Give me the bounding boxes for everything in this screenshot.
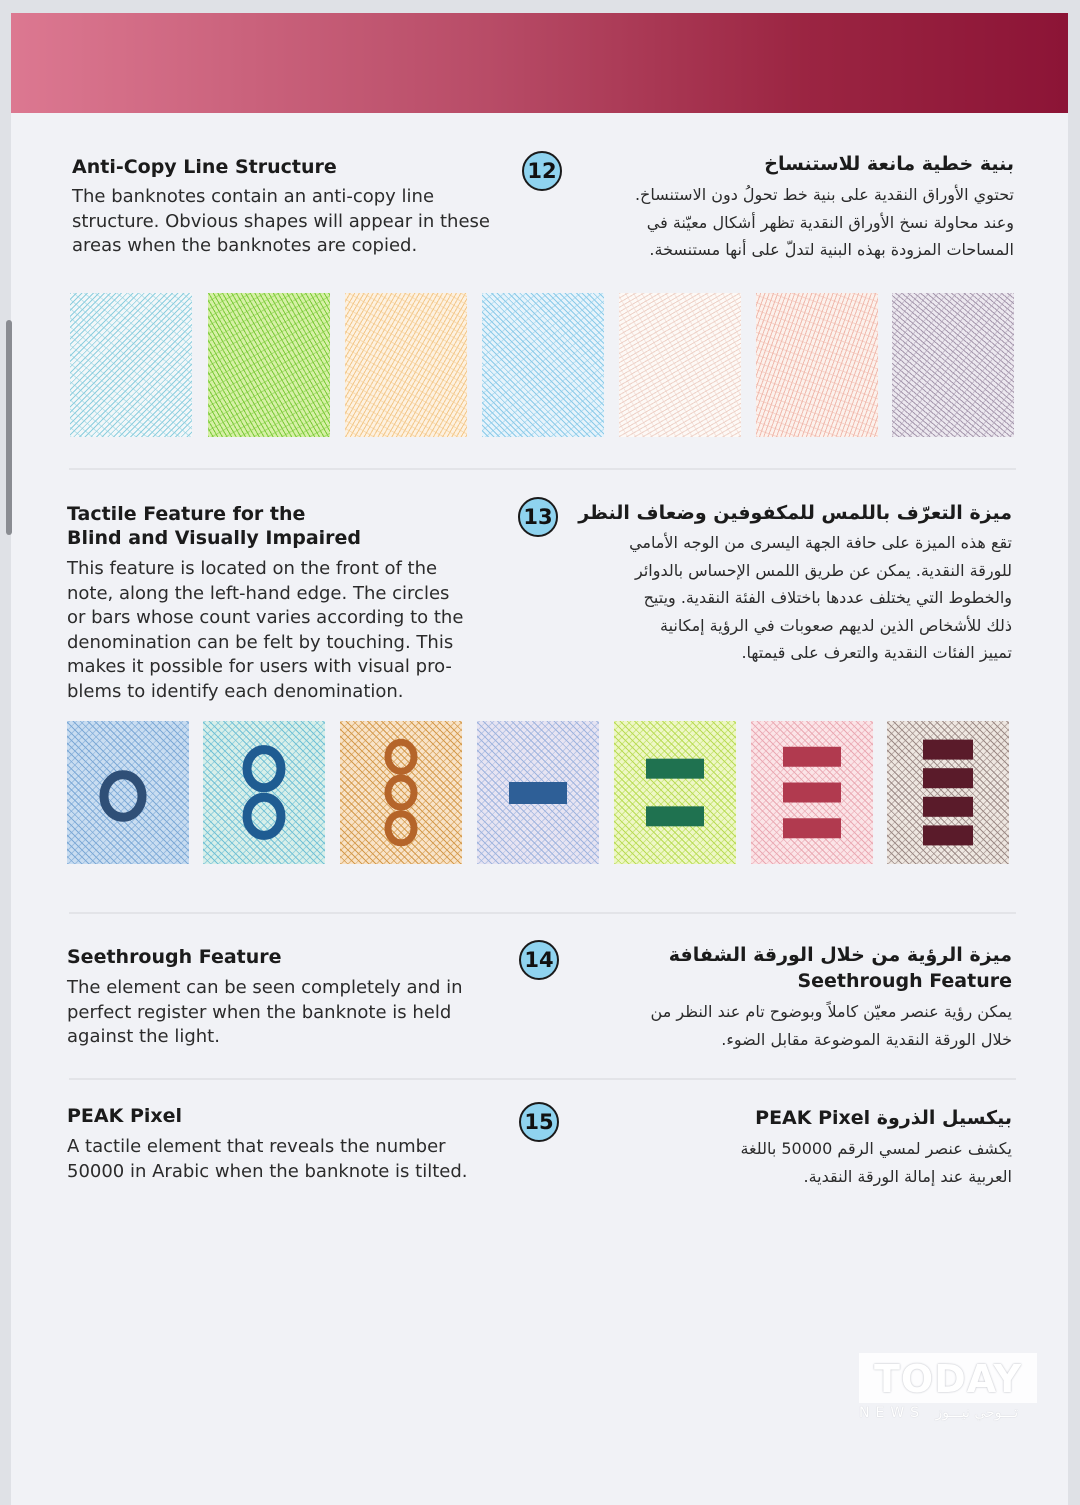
tactile-circle bbox=[104, 775, 142, 818]
tactile-ar-title: ميزة التعرّف باللمس للمكفوفين وضعاف النظر bbox=[578, 502, 1012, 524]
tactile-bar bbox=[923, 740, 973, 760]
anticopy-en-body: The banknotes contain an anti-copy line structure. Obvious shapes will appear in these areas when the banknotes are copied. bbox=[72, 186, 490, 256]
anticopy-swatch bbox=[482, 293, 604, 437]
peak-en-title: PEAK Pixel bbox=[67, 1105, 183, 1127]
tactile-en-body: This feature is located on the front of the note, along the left-hand edge. The circles or bars whose count varies according to the denomination can be felt by touching. This makes it possible for users with visual pro- blems to identify each denomination. bbox=[67, 558, 464, 702]
seethrough-en-title: Seethrough Feature bbox=[67, 946, 282, 968]
peak-ar-body: يكشف عنصر لمسي الرقم 50000 باللغة العربية عند إمالة الورقة النقدية. bbox=[740, 1139, 1012, 1186]
peak-en-body: A tactile element that reveals the number 50000 in Arabic when the banknote is tilted. bbox=[67, 1136, 468, 1182]
tactile-circle bbox=[388, 778, 414, 807]
seethrough-ar-subtitle: Seethrough Feature bbox=[797, 970, 1012, 992]
section-number-badge: 12 bbox=[522, 151, 562, 191]
tactile-tile-3-bars bbox=[751, 721, 873, 864]
seethrough-ar-title: ميزة الرؤية من خلال الورقة الشفافة bbox=[668, 944, 1012, 966]
section-number-badge: 14 bbox=[519, 940, 559, 980]
tactile-marks bbox=[67, 721, 189, 864]
tactile-bar bbox=[509, 782, 567, 804]
tactile-bar bbox=[646, 806, 704, 826]
tactile-tile-3-circles bbox=[340, 721, 462, 864]
tactile-bar bbox=[783, 783, 841, 803]
section-divider bbox=[69, 912, 1016, 914]
anticopy-swatch bbox=[208, 293, 330, 437]
tactile-tile-2-bars bbox=[614, 721, 736, 864]
tactile-marks bbox=[340, 721, 462, 864]
section-number-badge: 13 bbox=[518, 497, 558, 537]
tactile-circle bbox=[247, 750, 281, 788]
anticopy-en-title: Anti-Copy Line Structure bbox=[72, 156, 337, 178]
tactile-ar-body: تقع هذه الميزة على حافة الجهة اليسرى من الوجه الأمامي للورقة النقدية. يمكن عن طريق اللمس الإحساس بالدوائر والخطوط التي يختلف عددها باختلاف الفئة النقدية. ويتيح ذلك للأشخاص الذين لديهم صعوبات في الرؤية إمكانية تمييز الفئات النقدية والتعرف على قيمتها. bbox=[629, 533, 1012, 662]
anticopy-swatch bbox=[619, 293, 741, 437]
section-number-badge: 15 bbox=[519, 1102, 559, 1142]
tactile-tile-2-circles bbox=[203, 721, 325, 864]
tactile-bar bbox=[646, 759, 704, 779]
tactile-en-title: Tactile Feature for the Blind and Visually Impaired bbox=[67, 503, 362, 549]
tactile-marks bbox=[614, 721, 736, 864]
brochure-page bbox=[11, 13, 1068, 1505]
seethrough-en-body: The element can be seen completely and in perfect register when the banknote is held against the light. bbox=[67, 977, 463, 1047]
tactile-tile-1-circle bbox=[67, 721, 189, 864]
anticopy-ar-title: بنية خطية مانعة للاستنساخ bbox=[764, 153, 1014, 175]
tactile-circle bbox=[247, 797, 281, 835]
tactile-bar bbox=[923, 768, 973, 788]
scrollbar-thumb[interactable] bbox=[6, 320, 12, 535]
watermark-subtitle: NEWS تـــوحي نيـــوز bbox=[859, 1405, 1019, 1421]
today-news-watermark bbox=[859, 1353, 1037, 1437]
tactile-marks bbox=[203, 721, 325, 864]
tactile-bar bbox=[923, 797, 973, 817]
tactile-tile-4-bars bbox=[887, 721, 1009, 864]
anticopy-ar-body: تحتوي الأوراق النقدية على بنية خط تحولُ دون الاستنساخ. وعند محاولة نسخ الأوراق النقدية تظهر أشكال معيّنة في المساحات المزودة بهذه البنية لتدلّ على أنها مستنسخة. bbox=[634, 185, 1014, 259]
tactile-circle bbox=[388, 814, 414, 843]
anticopy-swatch bbox=[345, 293, 467, 437]
anticopy-swatch bbox=[756, 293, 878, 437]
anticopy-swatch bbox=[892, 293, 1014, 437]
seethrough-ar-body: يمكن رؤية عنصر معيّن كاملاً وبوضوح تام عند النظر من خلال الورقة النقدية الموضوعة مقابل الضوء. bbox=[650, 1002, 1012, 1049]
header-banner bbox=[11, 13, 1068, 113]
tactile-marks bbox=[887, 721, 1009, 864]
tactile-bar bbox=[783, 818, 841, 838]
tactile-bar bbox=[783, 747, 841, 767]
tactile-bar bbox=[923, 825, 973, 845]
watermark-word: TODAY bbox=[873, 1357, 1023, 1401]
tactile-marks bbox=[477, 721, 599, 864]
section-divider bbox=[69, 468, 1016, 470]
section-divider bbox=[69, 1078, 1016, 1080]
peak-ar-title: بيكسيل الذروة PEAK Pixel bbox=[755, 1107, 1012, 1129]
tactile-tile-1-bar bbox=[477, 721, 599, 864]
tactile-marks bbox=[751, 721, 873, 864]
tactile-circle bbox=[388, 742, 414, 771]
anticopy-swatch bbox=[70, 293, 192, 437]
